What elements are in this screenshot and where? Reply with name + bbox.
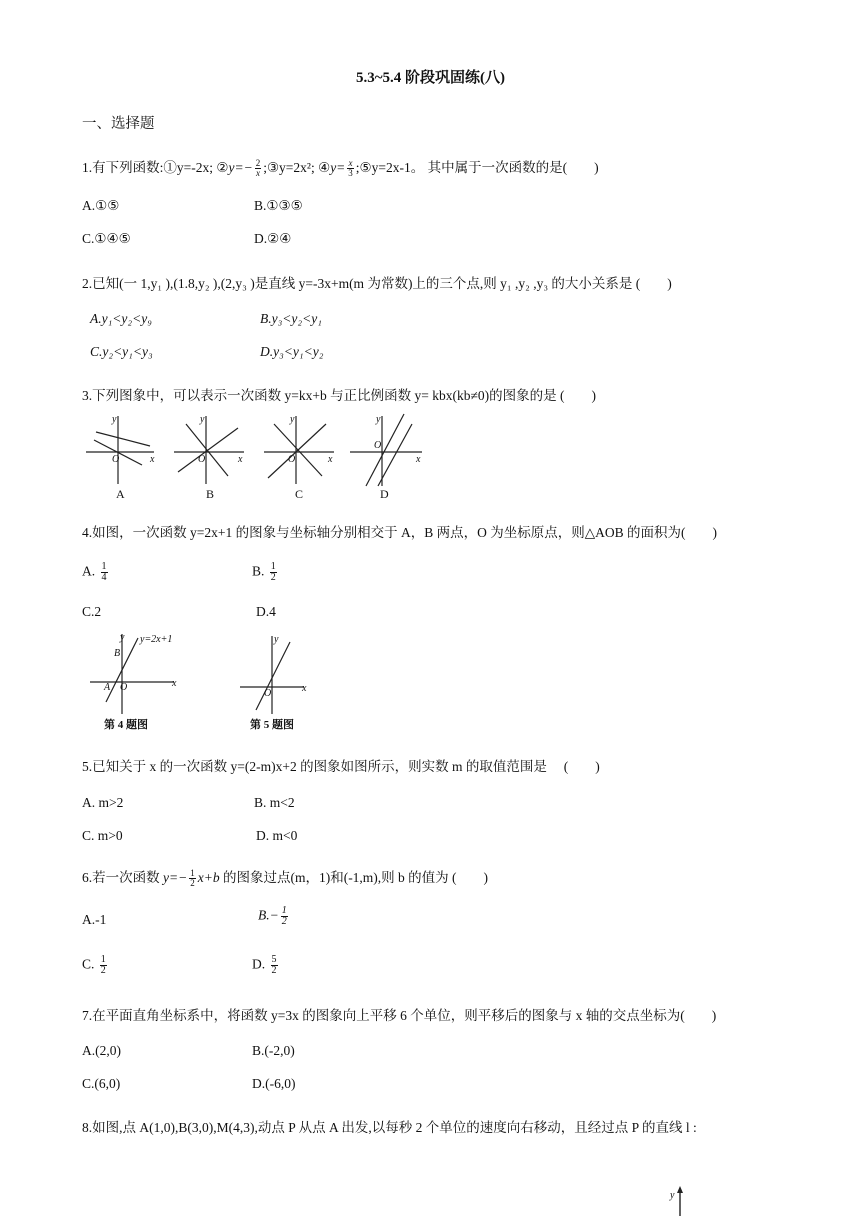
q4-q5-figures	[86, 630, 316, 734]
svg-text:O: O	[120, 682, 128, 693]
q1-option-b[interactable]: B.①③⑤	[254, 198, 303, 213]
q3-graph-a	[86, 416, 154, 484]
q1-text-a: 1.有下列函数:①y=-2x; ②	[82, 160, 229, 175]
q3-label-c: C	[295, 487, 304, 501]
q4-option-b[interactable]: B. $\frac{1}{2}$	[252, 561, 276, 583]
q3-label-d: D	[380, 487, 389, 501]
q2-option-d[interactable]: D.y₃<y₁<y₂	[260, 344, 324, 359]
svg-text:y: y	[670, 1190, 675, 1201]
question-8: 8.如图,点 A(1,0),B(3,0),M(4,3),动点 P 从点 A 出发,以每秒 2 个单位的速度向右移动，且经过点 P 的直线 l :	[82, 1120, 697, 1135]
q1-option-a[interactable]: A.①⑤	[82, 198, 120, 213]
question-6: 6.若一次函数 y=− $\frac{1}{2}$ x+b 的图象过点(m，1)和(-1,m),则 b 的值为 ( )	[82, 868, 489, 889]
q6-option-b[interactable]: B.− $\frac{1}{2}$	[258, 905, 287, 927]
fig4-caption: 第 4 题图	[104, 719, 148, 731]
question-3: 3.下列图象中，可以表示一次函数 y=kx+b 与正比例函数 y= kbx(kb≠0)的图象的是 ( )	[82, 388, 596, 403]
q4-option-c[interactable]: C.2	[82, 604, 102, 619]
svg-text:B: B	[114, 648, 121, 659]
q6-option-c[interactable]: C. $\frac{1}{2}$	[82, 954, 106, 976]
svg-text:y: y	[112, 414, 117, 425]
q3-label-b: B	[206, 487, 215, 501]
svg-text:y=2x+1: y=2x+1	[140, 634, 173, 645]
q7-option-d[interactable]: D.(-6,0)	[252, 1076, 296, 1091]
question-7: 7.在平面直角坐标系中，将函数 y=3x 的图象向上平移 6 个单位，则平移后的图象与 x 轴的交点坐标为( )	[82, 1008, 717, 1023]
q3-graph-b	[174, 416, 244, 484]
q3-graphs	[82, 410, 442, 502]
q1-text-c: ;⑤y=2x-1。 其中属于一次函数的是( )	[355, 160, 599, 175]
q4-option-a[interactable]: A. $\frac{1}{4}$	[82, 561, 107, 583]
q5-option-b[interactable]: B. m<2	[254, 795, 295, 810]
q1-option-d[interactable]: D.②④	[254, 231, 292, 246]
fig5-caption: 第 5 题图	[250, 719, 294, 731]
q5-option-d[interactable]: D. m<0	[256, 828, 298, 843]
q7-option-c[interactable]: C.(6,0)	[82, 1076, 121, 1091]
q3-graph-d	[350, 414, 422, 486]
svg-text:y: y	[120, 632, 125, 643]
page-title: 5.3~5.4 阶段巩固练(八)	[356, 70, 506, 86]
svg-text:y: y	[274, 634, 279, 645]
svg-text:x: x	[172, 678, 177, 689]
question-5: 5.已知关于 x 的一次函数 y=(2-m)x+2 的图象如图所示，则实数 m 的取值范围是 ( )	[82, 759, 600, 774]
svg-text:y: y	[290, 414, 295, 425]
q4-option-d[interactable]: D.4	[256, 604, 276, 619]
svg-text:A: A	[104, 682, 111, 693]
question-4: 4.如图，一次函数 y=2x+1 的图象与坐标轴分别相交于 A，B 两点，O 为坐标原点，则△AOB 的面积为( )	[82, 525, 717, 540]
q1-option-c[interactable]: C.①④⑤	[82, 231, 131, 246]
question-1	[82, 156, 599, 178]
svg-text:x: x	[416, 454, 421, 465]
q7-option-b[interactable]: B.(-2,0)	[252, 1043, 295, 1058]
q1-text-b: ;③y=2x²; ④	[263, 160, 331, 175]
q1-frac1-sign: y=−	[228, 160, 253, 175]
q3-label-a: A	[116, 487, 125, 501]
svg-text:O: O	[112, 454, 120, 465]
q6-option-d[interactable]: D. $\frac{5}{2}$	[252, 954, 277, 976]
q1-frac2-sign: y=	[330, 160, 346, 175]
q6-option-a[interactable]: A.-1	[82, 912, 107, 927]
svg-text:x: x	[238, 454, 243, 465]
q7-option-a[interactable]: A.(2,0)	[82, 1043, 121, 1058]
q3-graph-c	[264, 416, 334, 484]
section-heading: 一、选择题	[82, 116, 155, 132]
svg-text:O: O	[374, 440, 382, 451]
q2-option-a[interactable]: A.y₁<y₂<y₉	[90, 311, 152, 326]
q2-option-b[interactable]: B.y₃<y₂<y₁	[260, 311, 322, 326]
svg-text:y: y	[200, 414, 205, 425]
svg-text:y: y	[376, 414, 381, 425]
svg-text:O: O	[288, 454, 296, 465]
q8-figure-axis	[668, 1184, 698, 1216]
svg-text:x: x	[150, 454, 155, 465]
question-2: 2.已知(一 1,y₁ ),(1.8,y₂ ),(2,y₃ )是直线 y=-3x+m(m 为常数)上的三个点,则 y₁ ,y₂ ,y₃ 的大小关系是 ( )	[82, 276, 672, 291]
svg-text:x: x	[328, 454, 333, 465]
svg-text:O: O	[264, 688, 272, 699]
svg-text:O: O	[198, 454, 206, 465]
q1-frac2: $\frac{x}{3}$	[348, 158, 353, 179]
q5-option-a[interactable]: A. m>2	[82, 795, 124, 810]
q5-option-c[interactable]: C. m>0	[82, 828, 123, 843]
svg-text:x: x	[302, 683, 307, 694]
q2-option-c[interactable]: C.y₂<y₁<y₃	[90, 344, 153, 359]
q1-frac1: $\frac{2}{x}$	[255, 158, 261, 179]
